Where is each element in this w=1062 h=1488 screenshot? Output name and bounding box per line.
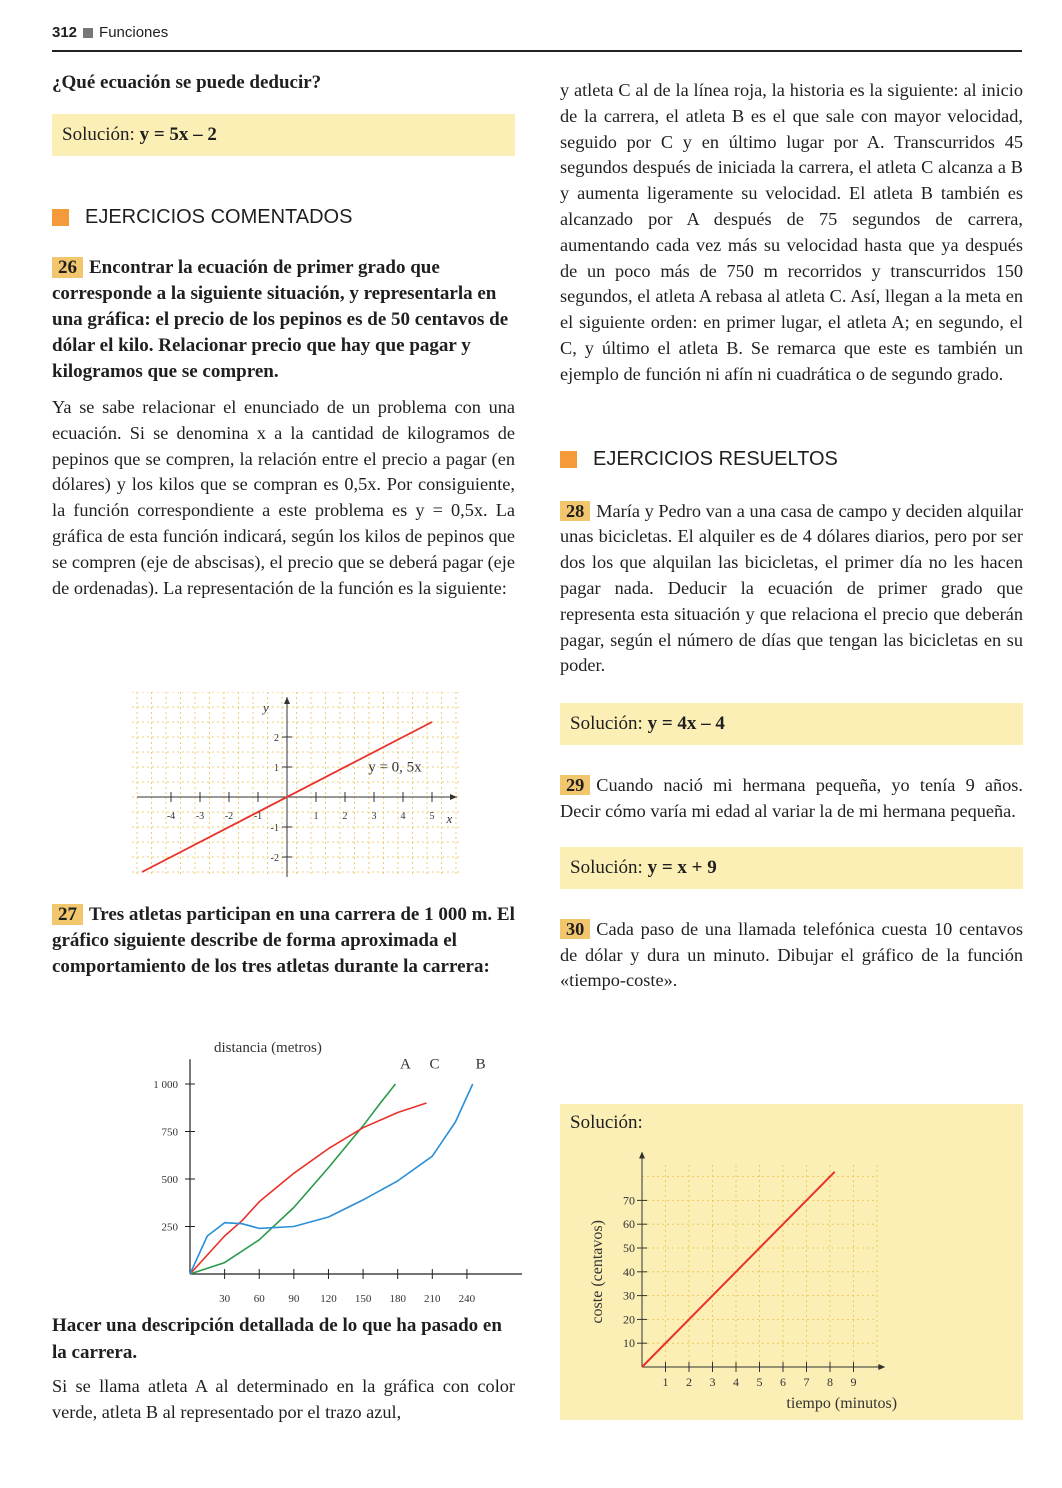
x-tick-label: 180 [389, 1293, 406, 1304]
x-tick-label: 5 [756, 1375, 763, 1389]
exercise-statement: Tres atletas participan en una carrera de 1 000 m. El gráfico siguiente describe de forma aproximada el comportamiento de los tres atletas durante la carrera: [52, 904, 515, 977]
y-tick-label: 20 [623, 1312, 635, 1327]
solution-label: Solución: [570, 856, 648, 878]
page-header [52, 24, 1022, 48]
x-tick-label: 150 [354, 1293, 372, 1304]
legend-label-a: A [399, 1056, 411, 1073]
solution-equation: y = x + 9 [647, 856, 717, 878]
exercise-number: 28 [560, 501, 590, 521]
x-tick-label: 1 [313, 811, 319, 822]
exercise-number: 29 [560, 775, 590, 795]
section-heading-comentados [52, 206, 515, 229]
y-tick-label: 250 [161, 1221, 178, 1234]
y-tick-label: 2 [274, 733, 279, 744]
time-cost-chart [560, 1104, 1023, 1420]
x-tick-label: 8 [827, 1375, 833, 1389]
x-tick-label: -1 [253, 811, 263, 822]
x-tick-label: 7 [803, 1375, 810, 1389]
y-tick-label: 30 [623, 1288, 635, 1303]
y-tick-label: 10 [623, 1336, 635, 1351]
exercise-28 [560, 499, 1023, 680]
exercise-number: 27 [52, 904, 83, 925]
y-tick-label: -2 [270, 853, 279, 864]
legend-label-c: C [429, 1056, 440, 1073]
y-tick-label: 50 [623, 1241, 635, 1255]
exercise-statement: María y Pedro van a una casa de campo y deciden alquilar unas bicicletas. El alquiler es de 4 dólares diarios, pero por ser dos los que alquilan las bicicletas, el primer día no les hacen pagar nada. Deducir la ecuación de primer grado que representa esta situación y que relaciona el precio que deberán pagar, según el número de días que tengan las bicicletas en su poder. [560, 500, 1023, 676]
header-rule [52, 50, 1022, 52]
solution-box [52, 114, 515, 156]
x-tick-label: 1 [662, 1375, 669, 1389]
orange-square-icon [52, 209, 69, 226]
function-line [642, 1172, 835, 1367]
x-tick-label: 6 [780, 1375, 786, 1389]
solution-30-box [560, 1104, 1023, 1420]
exercise-number: 30 [560, 919, 590, 939]
x-tick-label: 3 [371, 811, 377, 822]
x-tick-label: 210 [424, 1293, 441, 1304]
x-tick-label: 60 [253, 1293, 265, 1304]
x-tick-label: 5 [429, 811, 435, 822]
exercise-statement: Encontrar la ecuación de primer grado que corresponde a la siguiente situación, y representarla en una gráfica: el precio de los pepinos es de 50 centavos de dólar el kilo. Relacionar precio que hay que pagar y kilogramos que se compren. [52, 257, 509, 382]
exercise-27 [52, 902, 515, 980]
exercise-statement: Cuando nació mi hermana pequeña, yo tenía 9 años. Decir cómo varía mi edad al variar la de mi hermana pequeña. [560, 775, 1023, 821]
page-number: 312 [52, 24, 78, 41]
y-axis-label: coste (centavos) [589, 1220, 606, 1324]
x-tick-label: 90 [288, 1293, 300, 1304]
section-heading-resueltos [560, 448, 1023, 471]
race-description-start: Si se llama atleta A al determinado en la gráfica con color verde, atleta B al representado por el trazo azul, [52, 1376, 515, 1422]
race-chart [82, 1034, 522, 1304]
exercise-number: 26 [52, 257, 83, 278]
y-tick-label: -1 [270, 823, 279, 834]
exercise-29 [560, 773, 1023, 825]
square-bullet-icon [83, 28, 93, 38]
equation-label: y = 0, 5x [368, 759, 422, 776]
exercise-statement: Cada paso de una llamada telefónica cuesta 10 centavos de dólar y dura un minuto. Dibujar el gráfico de la función «tiempo-coste». [560, 918, 1023, 991]
y-axis-arrow [284, 697, 290, 704]
y-tick-label: 1 [274, 763, 279, 774]
x-tick-label: 4 [400, 811, 406, 822]
x-axis-arrow [450, 794, 457, 800]
y-tick-label: 70 [623, 1193, 635, 1208]
x-tick-label: -3 [195, 811, 205, 822]
x-tick-label: -4 [166, 811, 176, 822]
y-axis-label: y [263, 700, 269, 715]
question-heading: ¿Qué ecuación se puede deducir? [52, 72, 322, 93]
solution-label: Solución: [62, 124, 140, 145]
section-title: EJERCICIOS RESUELTOS [593, 447, 838, 470]
series-line-c [190, 1103, 427, 1274]
x-tick-label: 4 [733, 1375, 739, 1389]
x-tick-label: 2 [686, 1375, 692, 1389]
x-tick-label: 3 [709, 1375, 716, 1389]
solution-label: Solución: [570, 713, 648, 735]
x-tick-label: -2 [224, 811, 234, 822]
y-tick-label: 60 [623, 1217, 635, 1232]
solution-box [560, 703, 1023, 745]
series-line-a [190, 1084, 395, 1274]
y-tick-label: 40 [623, 1264, 635, 1279]
section-title: EJERCICIOS COMENTADOS [85, 206, 353, 228]
exercise-30 [560, 917, 1023, 994]
solution-equation: y = 4x – 4 [647, 713, 725, 735]
x-tick-label: 240 [458, 1293, 476, 1304]
y-axis-arrow [639, 1152, 645, 1159]
right-column [560, 72, 1023, 1412]
linear-function-chart [132, 692, 462, 877]
x-tick-label: 9 [850, 1375, 857, 1389]
y-tick-label: 500 [161, 1174, 178, 1186]
series-line-b [190, 1084, 473, 1274]
race-description-continued: y atleta C al de la línea roja, la historia es la siguiente: al inicio de la carrera, el atleta B es el que sale con mayor velocidad, seguido por C y en último lugar por A. Transcurridos 45 segundos después de iniciada la carrera, el atleta C alcanza a B y aumenta ligeramente su velocidad. El atleta B también es alcanzado por A después de 75 segundos de carrera, aumentando cada vez más su velocidad hasta que ya después de un poco más de 750 m recorridos y transcurridos 150 segundos, el atleta A rebasa al atleta C. Así, llegan a la meta en el siguiente orden: en primer lugar, el atleta A; en segundo, el C, y último el atleta B. Se remarca que este es también un ejemplo de función ni afín ni cuadrática o de segundo grado. [560, 80, 1023, 384]
solution-equation: y = 5x – 2 [139, 124, 217, 145]
x-tick-label: 120 [320, 1293, 337, 1304]
y-tick-label: 1 000 [153, 1079, 178, 1091]
y-tick-label: 750 [161, 1126, 178, 1139]
left-column [52, 72, 515, 1422]
exercise-26 [52, 255, 515, 385]
solution-box [560, 847, 1023, 889]
race-question: Hacer una descripción detallada de lo que ha pasado en la carrera. [52, 1315, 502, 1363]
x-tick-label: 30 [219, 1293, 231, 1304]
exercise-26-body: Ya se sabe relacionar el enunciado de un problema con una ecuación. Si se denomina x a la cantidad de kilogramos de pepinos que se compren, la relación entre el precio a pagar (en dólares) y los kilos que se compran es 0,5x. Por consiguiente, la función correspondiente a este problema es y = 0,5x. La gráfica de esta función indicará, según los kilos de pepinos que se compren (eje de abscisas), el precio que se deberá pagar (eje de ordenadas). La representación de la función es la siguiente: [52, 397, 515, 598]
running-title: Funciones [99, 24, 169, 41]
x-tick-label: 2 [342, 811, 348, 822]
x-axis-arrow [878, 1364, 885, 1370]
y-axis-label: distancia (metros) [214, 1040, 322, 1057]
x-axis-label: x [446, 811, 453, 826]
solution-label: Solución: [570, 1112, 643, 1133]
x-axis-label: tiempo (minutos) [786, 1395, 898, 1412]
orange-square-icon [560, 451, 577, 468]
legend-label-b: B [475, 1056, 486, 1073]
